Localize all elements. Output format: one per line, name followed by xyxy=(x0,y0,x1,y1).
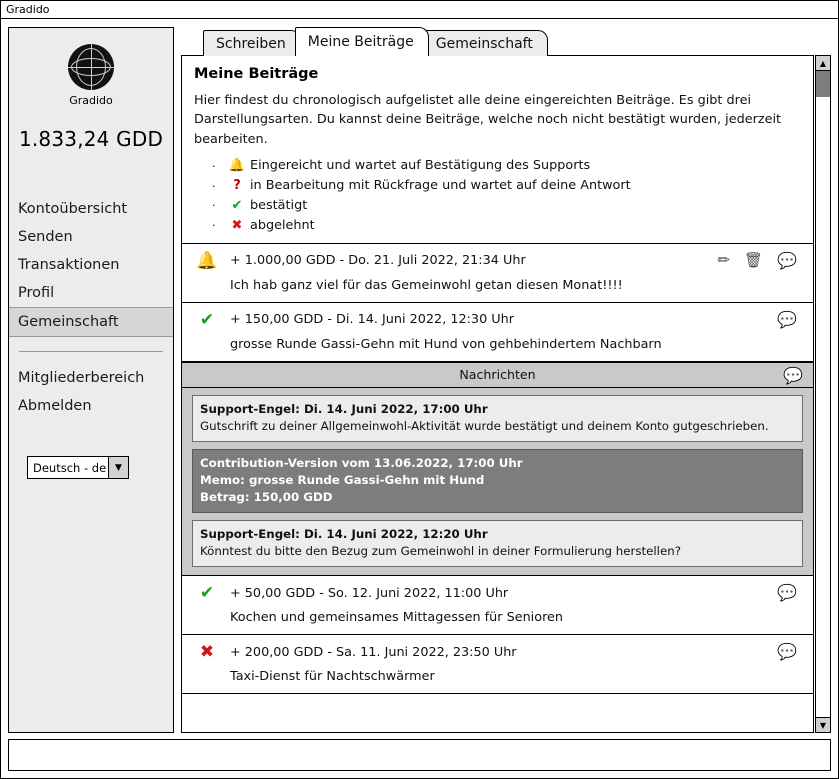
main-content xyxy=(181,27,831,733)
status-bar xyxy=(8,739,831,771)
entry-header xyxy=(182,635,813,666)
contribution-entry[interactable] xyxy=(182,575,813,635)
entry-separator: - xyxy=(327,644,332,660)
messages-title: Nachrichten xyxy=(459,367,536,383)
globe-icon xyxy=(68,44,114,90)
tab-schreiben[interactable]: Schreiben xyxy=(203,30,301,56)
trash-icon[interactable]: 🗑 xyxy=(744,251,764,270)
entry-header xyxy=(182,576,813,607)
bullet-icon: · xyxy=(212,179,216,193)
message-item xyxy=(192,395,803,442)
entry-separator: - xyxy=(319,585,324,601)
contribution-entry[interactable] xyxy=(182,243,813,303)
legend-label: Eingereicht und wartet auf Bestätigung des Supports xyxy=(250,158,591,174)
legend-label: bestätigt xyxy=(250,198,308,214)
chat-filled-icon[interactable]: 💬 xyxy=(783,365,803,385)
entry-meta xyxy=(222,586,777,601)
entry-separator: - xyxy=(339,253,345,269)
messages-header[interactable] xyxy=(182,362,813,388)
legend-item xyxy=(212,177,801,196)
cross-icon: ✖ xyxy=(231,217,243,233)
vertical-scrollbar[interactable] xyxy=(815,55,831,733)
scrollbar-thumb[interactable] xyxy=(816,71,830,97)
messages-list xyxy=(182,388,813,577)
tab-bar xyxy=(181,27,831,56)
entry-actions xyxy=(777,644,803,660)
window-title: Gradido xyxy=(6,3,50,16)
legend-item xyxy=(212,217,801,236)
message-item xyxy=(192,449,803,513)
chat-icon[interactable]: 💬 xyxy=(777,583,797,603)
language-select[interactable] xyxy=(27,456,129,479)
sidebar-brand xyxy=(9,44,173,107)
cross-icon: ✖ xyxy=(199,642,215,663)
entry-separator: - xyxy=(327,312,332,328)
legend-label: abgelehnt xyxy=(250,217,315,233)
intro-text: Hier findest du chronologisch aufgelistet alle deine eingereichten Beiträge. Es gibt drei Darstellungsarten. Du kannst deine Beiträge, welche noch nicht bestätigt wurden, jederzeit bearbeiten. xyxy=(194,93,782,147)
entry-actions xyxy=(777,309,803,329)
bell-icon: 🔔 xyxy=(228,158,246,174)
sidebar-item-profil[interactable]: Profil xyxy=(18,285,55,301)
app-body xyxy=(1,20,838,778)
sidebar-item-abmelden[interactable]: Abmelden xyxy=(18,398,92,414)
status-legend xyxy=(212,157,801,235)
entry-text: Taxi-Dienst für Nachtschwärmer xyxy=(230,669,435,685)
entry-text: grosse Runde Gassi-Gehn mit Hund von gehbehindertem Nachbarn xyxy=(230,336,662,352)
bullet-icon: · xyxy=(212,159,216,173)
entry-amount: + 50,00 GDD xyxy=(230,585,316,601)
chat-icon[interactable]: 💬 xyxy=(777,250,797,270)
message-item xyxy=(192,520,803,567)
bullet-icon: · xyxy=(212,199,216,213)
entry-actions xyxy=(717,250,803,270)
message-memo-line: Memo: grosse Runde Gassi-Gehn mit Hund xyxy=(200,472,485,487)
chat-icon[interactable]: 💬 xyxy=(777,309,797,329)
entry-meta xyxy=(222,645,777,660)
entry-amount: + 200,00 GDD xyxy=(230,644,324,660)
message-version-line: Contribution-Version vom 13.06.2022, 17:00 Uhr xyxy=(200,455,523,470)
bullet-icon: · xyxy=(212,219,216,233)
sidebar-item-senden[interactable]: Senden xyxy=(18,229,73,245)
scroll-down-icon[interactable]: ▼ xyxy=(816,717,830,732)
message-body: Könntest du bitte den Bezug zum Gemeinwohl in deiner Formulierung herstellen? xyxy=(200,544,681,559)
check-icon: ✔ xyxy=(231,198,243,213)
window-titlebar xyxy=(1,1,838,19)
scroll-up-icon[interactable]: ▲ xyxy=(816,56,830,71)
legend-label: in Bearbeitung mit Rückfrage und wartet auf deine Antwort xyxy=(250,178,631,194)
message-sender-line: Support-Engel: Di. 14. Juni 2022, 17:00 Uhr xyxy=(200,401,488,416)
entry-date: So. 12. Juni 2022, 11:00 Uhr xyxy=(327,585,509,601)
sidebar-item-kontouebersicht[interactable]: Kontoübersicht xyxy=(18,201,128,217)
question-mark-icon: ? xyxy=(233,178,241,194)
contributions-panel xyxy=(181,55,814,733)
legend-item xyxy=(212,197,801,216)
contribution-entry[interactable] xyxy=(182,302,813,362)
sidebar-item-mitgliederbereich[interactable]: Mitgliederbereich xyxy=(18,370,145,386)
account-balance: 1.833,24 GDD xyxy=(18,127,164,151)
chat-icon[interactable]: 💬 xyxy=(777,642,797,662)
entry-amount: + 150,00 GDD xyxy=(230,312,324,328)
pencil-icon[interactable]: ✏ xyxy=(717,251,731,270)
brand-label: Gradido xyxy=(69,94,113,107)
tab-meine-beitraege[interactable]: Meine Beiträge xyxy=(295,27,429,56)
entry-amount: + 1.000,00 GDD xyxy=(230,253,336,269)
entry-header xyxy=(182,244,813,275)
language-select-value: Deutsch - de xyxy=(33,460,107,475)
check-icon: ✔ xyxy=(199,583,215,604)
message-sender-line: Support-Engel: Di. 14. Juni 2022, 12:20 Uhr xyxy=(200,527,488,542)
entry-date: Di. 14. Juni 2022, 12:30 Uhr xyxy=(336,312,515,328)
entry-date: Sa. 11. Juni 2022, 23:50 Uhr xyxy=(336,644,517,660)
entry-actions xyxy=(777,585,803,601)
sidebar xyxy=(8,27,174,733)
check-icon: ✔ xyxy=(199,309,215,330)
message-amount-line: Betrag: 150,00 GDD xyxy=(200,490,333,505)
tab-gemeinschaft[interactable]: Gemeinschaft xyxy=(423,30,548,56)
entry-header xyxy=(182,303,813,334)
chevron-down-icon: ▼ xyxy=(108,457,128,478)
entry-meta xyxy=(222,312,777,327)
entry-meta xyxy=(222,253,717,268)
message-body: Gutschrift zu deiner Allgemeinwohl-Aktivität wurde bestätigt und deinem Konto gutgeschrieben. xyxy=(200,418,769,433)
page-title: Meine Beiträge xyxy=(194,66,319,82)
contribution-entry[interactable] xyxy=(182,634,813,694)
sidebar-item-gemeinschaft[interactable]: Gemeinschaft xyxy=(9,307,173,337)
panel-intro-block xyxy=(182,56,813,236)
entry-text: Kochen und gemeinsames Mittagessen für Senioren xyxy=(230,610,564,626)
entry-date: Do. 21. Juli 2022, 21:34 Uhr xyxy=(348,253,526,269)
legend-item xyxy=(212,157,801,176)
sidebar-nav xyxy=(9,195,173,420)
sidebar-divider xyxy=(19,351,163,352)
sidebar-item-transaktionen[interactable]: Transaktionen xyxy=(18,257,120,273)
entry-text: Ich hab ganz viel für das Gemeinwohl getan diesen Monat!!!! xyxy=(230,277,623,293)
bell-icon: 🔔 xyxy=(196,250,218,271)
